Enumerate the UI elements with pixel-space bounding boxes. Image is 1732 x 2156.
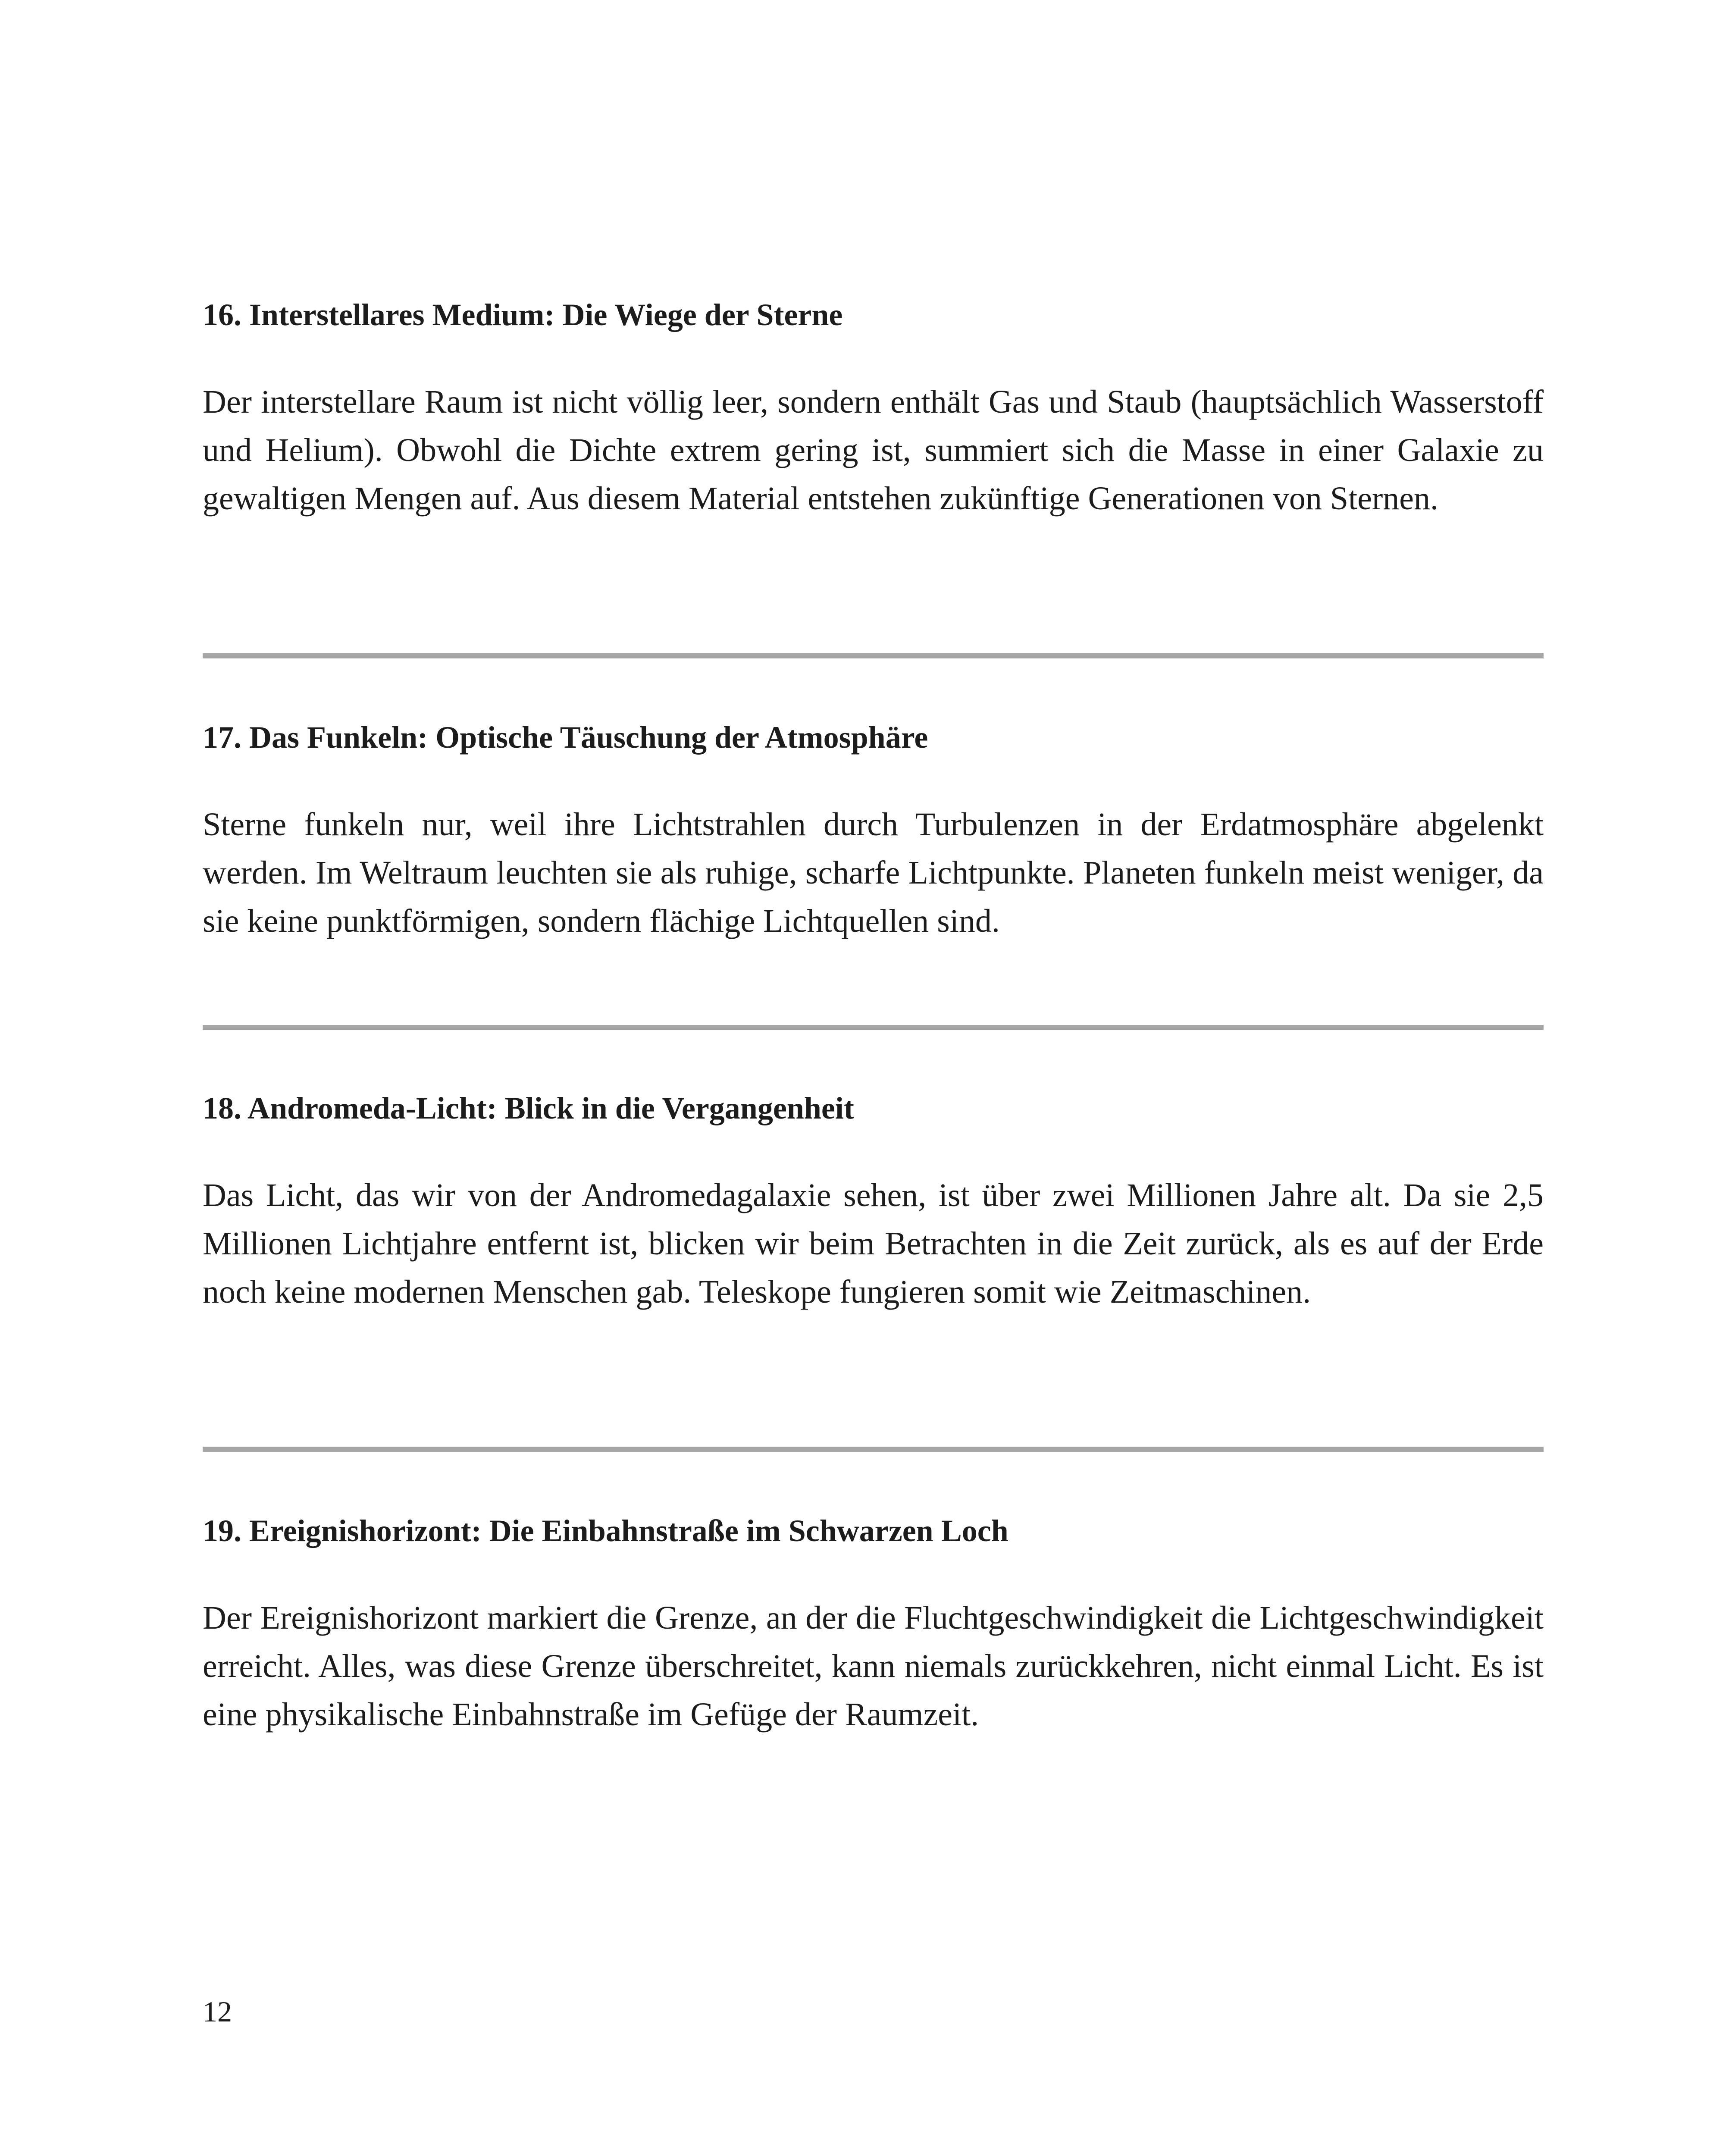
section-ereignishorizont (203, 1509, 1544, 1739)
section-paragraph: Das Licht, das wir von der Andromedagalaxie sehen, ist über zwei Millionen Jahre alt. Da sie 2,5 Millionen Lichtjahre entfernt ist, blicken wir beim Betrachten in die Zeit zurück, als es auf der Erde noch keine modernen Menschen gab. Teleskope fungieren somit wie Zeitmaschinen. (203, 1177, 1544, 1310)
page-number: 12 (203, 1995, 232, 2028)
section-paragraph: Sterne funkeln nur, weil ihre Lichtstrahlen durch Turbulenzen in der Erdatmosphäre abgelenkt werden. Im Weltraum leuchten sie als ruhige, scharfe Lichtpunkte. Planeten funkeln meist weniger, da sie keine punktförmigen, sondern flächige Lichtquellen sind. (203, 806, 1544, 939)
section-heading: 17. Das Funkeln: Optische Täuschung der Atmosphäre (203, 720, 928, 755)
section-paragraph: Der interstellare Raum ist nicht völlig leer, sondern enthält Gas und Staub (hauptsächlich Wasserstoff und Helium). Obwohl die Dichte extrem gering ist, summiert sich die Masse in einer Galaxie zu gewaltigen Mengen auf. Aus diesem Material entstehen zukünftige Generationen von Sternen. (203, 384, 1544, 517)
section-interstellar-medium (203, 293, 1544, 523)
section-heading: 18. Andromeda-Licht: Blick in die Vergangenheit (203, 1091, 854, 1125)
section-paragraph: Der Ereignishorizont markiert die Grenze, an der die Fluchtgeschwindigkeit die Lichtgeschwindigkeit erreicht. Alles, was diese Grenze überschreitet, kann niemals zurückkehren, nicht einmal Licht. Es ist eine physikalische Einbahnstraße im Gefüge der Raumzeit. (203, 1600, 1544, 1733)
section-funkeln (203, 716, 1544, 945)
section-divider (203, 1025, 1544, 1030)
section-andromeda (203, 1087, 1544, 1316)
section-divider (203, 1447, 1544, 1452)
section-heading: 19. Ereignishorizont: Die Einbahnstraße im Schwarzen Loch (203, 1514, 1009, 1548)
section-heading: 16. Interstellares Medium: Die Wiege der Sterne (203, 298, 843, 332)
section-divider (203, 653, 1544, 658)
